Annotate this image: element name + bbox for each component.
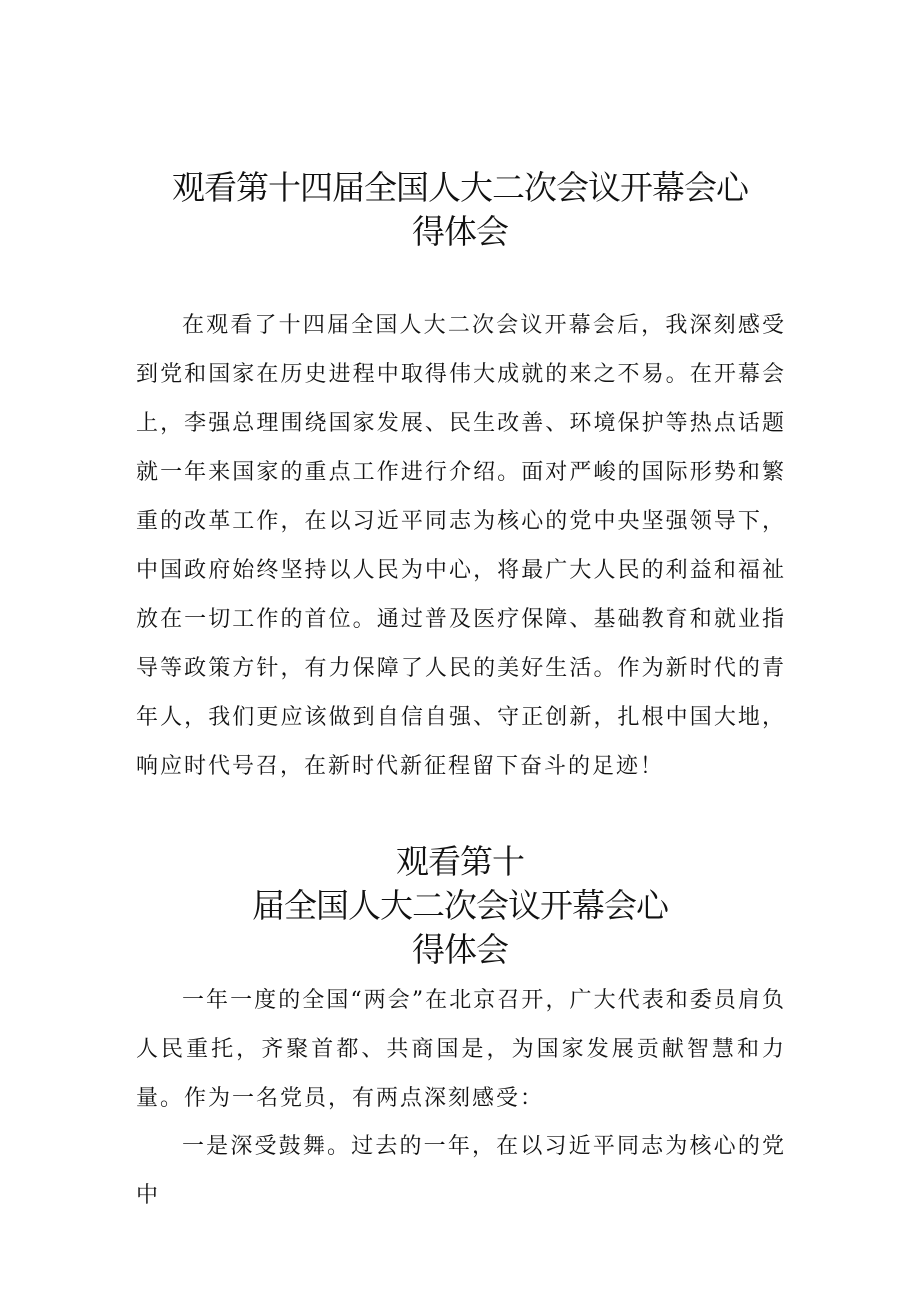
article2-paragraph-1: 一年一度的全国“两会”在北京召开，广大代表和委员肩负人民重托，齐聚首都、共商国是，为国家发展贡献智慧和力量。作为一名党员，有两点深刻感受： <box>136 988 786 1111</box>
article2-title-line2: 得体会 <box>412 930 508 969</box>
article2-title-part2: 届全国人大二次会议开幕会心 <box>252 886 668 925</box>
article1-title-line2: 得体会 <box>412 212 508 251</box>
article2-paragraph-2: 一是深受鼓舞。过去的一年，在以习近平同志为核心的党中 <box>136 1134 786 1208</box>
article1-paragraph: 在观看了十四届全国人大二次会议开幕会后，我深刻感受到党和国家在历史进程中取得伟大成就的来之不易。在开幕会上，李强总理围绕国家发展、民生改善、环境保护等热点话题就一年来国家的重点工作进行介绍。面对严峻的国际形势和繁重的改革工作，在以习近平同志为核心的党中央坚强领导下，中国政府始终坚持以人民为中心，将最广大人民的利益和福祉放在一切工作的首位。通过普及医疗保障、基础教育和就业指导等政策方针，有力保障了人民的美好生活。作为新时代的青年人，我们更应该做到自信自强、守正创新，扎根中国大地，响应时代号召，在新时代新征程留下奋斗的足迹！ <box>136 313 786 779</box>
article2-title-part1: 观看第十 <box>396 842 524 881</box>
article2-title-line1 <box>120 840 800 928</box>
article1-title-line1: 观看第十四届全国人大二次会议开幕会心 <box>172 168 748 207</box>
article1-title <box>140 166 780 254</box>
article2-title <box>120 840 800 972</box>
